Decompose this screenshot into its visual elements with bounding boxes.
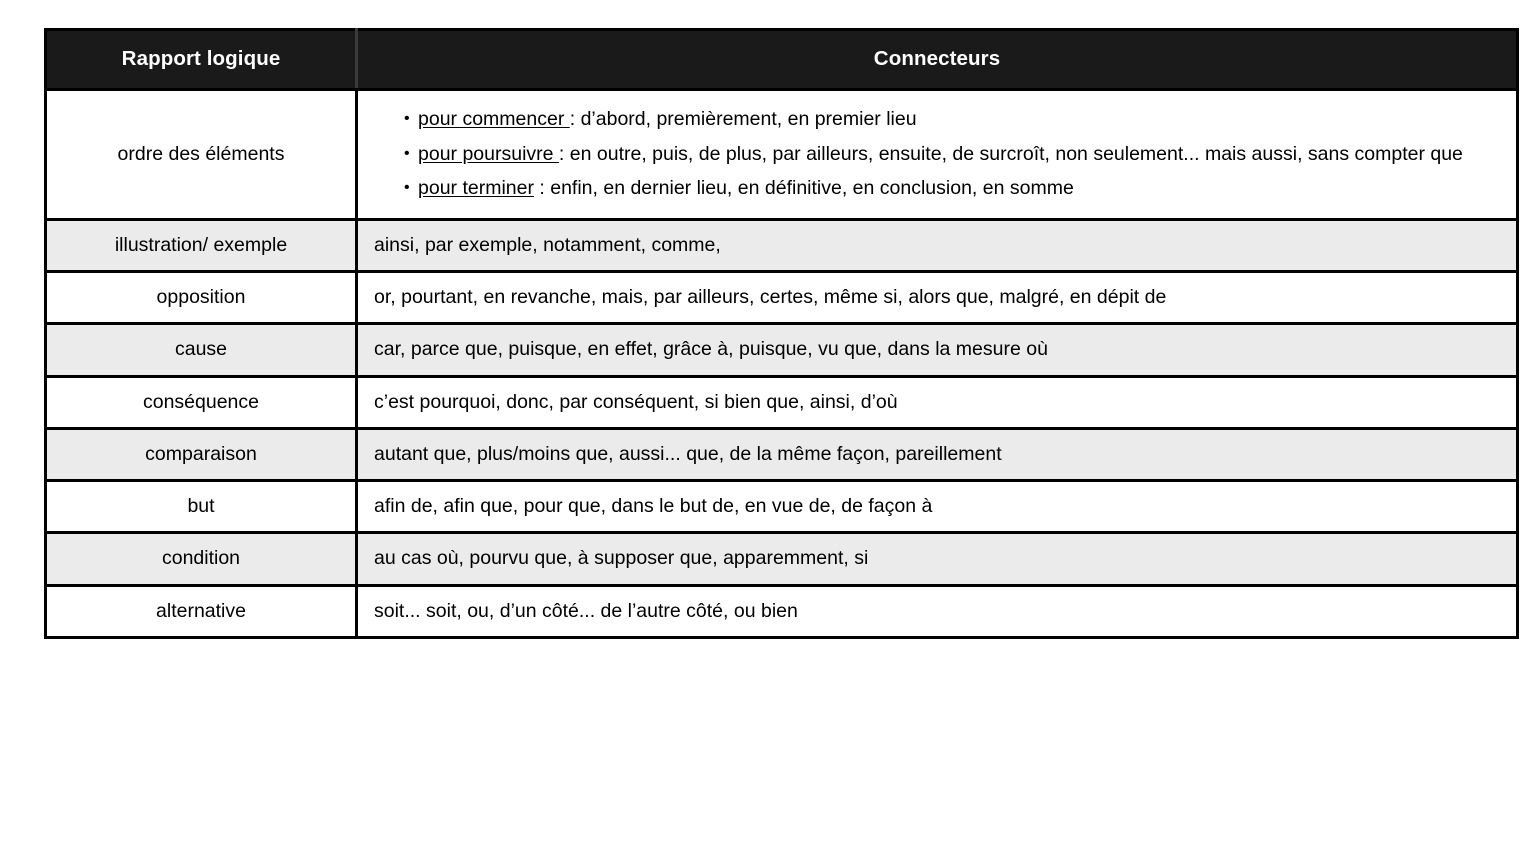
table-row (46, 90, 1518, 220)
header-row (46, 30, 1518, 90)
row-connectors-cell (357, 90, 1518, 220)
column-header-connecteurs: Connecteurs (357, 30, 1518, 90)
row-label-cell: but (46, 481, 357, 533)
connector-separator: : (533, 177, 551, 200)
table-body (46, 90, 1518, 638)
connector-lead-in: pour commencer (418, 108, 570, 130)
table-row (46, 428, 1518, 480)
connector-text: d’abord, premièrement, en premier lieu (580, 108, 917, 130)
connector-text: en outre, puis, de plus, par ailleurs, ensuite, de surcroît, non seulement... mais aussi, sans compter que (569, 142, 1463, 165)
row-label-cell: ordre des éléments (46, 90, 357, 220)
row-label-cell: cause (46, 324, 357, 376)
connector-list-item (404, 140, 1502, 170)
connector-lead-in: pour poursuivre (418, 142, 559, 165)
connector-separator: : (569, 108, 581, 130)
row-label-cell: conséquence (46, 376, 357, 428)
row-label-cell: opposition (46, 272, 357, 324)
table-row (46, 219, 1518, 271)
row-label-cell: comparaison (46, 428, 357, 480)
connector-text: c’est pourquoi, donc, par conséquent, si bien que, ainsi, d’où (374, 390, 898, 413)
connector-text: au cas où, pourvu que, à supposer que, apparemment, si (374, 547, 869, 570)
connector-text: car, parce que, puisque, en effet, grâce à, puisque, vu que, dans la mesure où (374, 338, 1048, 361)
table-row (46, 376, 1518, 428)
table-row (46, 272, 1518, 324)
row-connectors-cell (357, 481, 1518, 533)
connector-text: enfin, en dernier lieu, en définitive, en conclusion, en somme (550, 177, 1074, 200)
table-row (46, 533, 1518, 585)
row-label-cell: condition (46, 533, 357, 585)
connector-list-item (404, 105, 1502, 135)
row-connectors-cell (357, 428, 1518, 480)
table-header (46, 30, 1518, 90)
column-header-rapport-logique: Rapport logique (46, 30, 357, 90)
row-connectors-cell (357, 219, 1518, 271)
connector-list-item (404, 174, 1502, 204)
row-connectors-cell (357, 585, 1518, 637)
row-connectors-cell (357, 533, 1518, 585)
row-label-cell: illustration/ exemple (46, 219, 357, 271)
row-label-cell: alternative (46, 585, 357, 637)
table-row (46, 481, 1518, 533)
connector-text: ainsi, par exemple, notamment, comme, (374, 233, 721, 256)
row-connectors-cell (357, 272, 1518, 324)
table-row (46, 585, 1518, 637)
connector-text: autant que, plus/moins que, aussi... que, de la même façon, pareillement (374, 442, 1002, 465)
row-connectors-cell (357, 376, 1518, 428)
logical-connectors-table (44, 28, 1519, 639)
connector-text: soit... soit, ou, d’un côté... de l’autre côté, ou bien (374, 599, 798, 622)
connector-bullet-list (374, 105, 1502, 204)
connector-lead-in: pour terminer (418, 177, 534, 200)
connectors-table-wrapper (44, 28, 1516, 639)
row-connectors-cell (357, 324, 1518, 376)
connector-separator: : (558, 142, 570, 165)
connector-text: or, pourtant, en revanche, mais, par ailleurs, certes, même si, alors que, malgré, en dépit de (374, 286, 1167, 309)
connector-text: afin de, afin que, pour que, dans le but de, en vue de, de façon à (374, 495, 933, 518)
table-row (46, 324, 1518, 376)
